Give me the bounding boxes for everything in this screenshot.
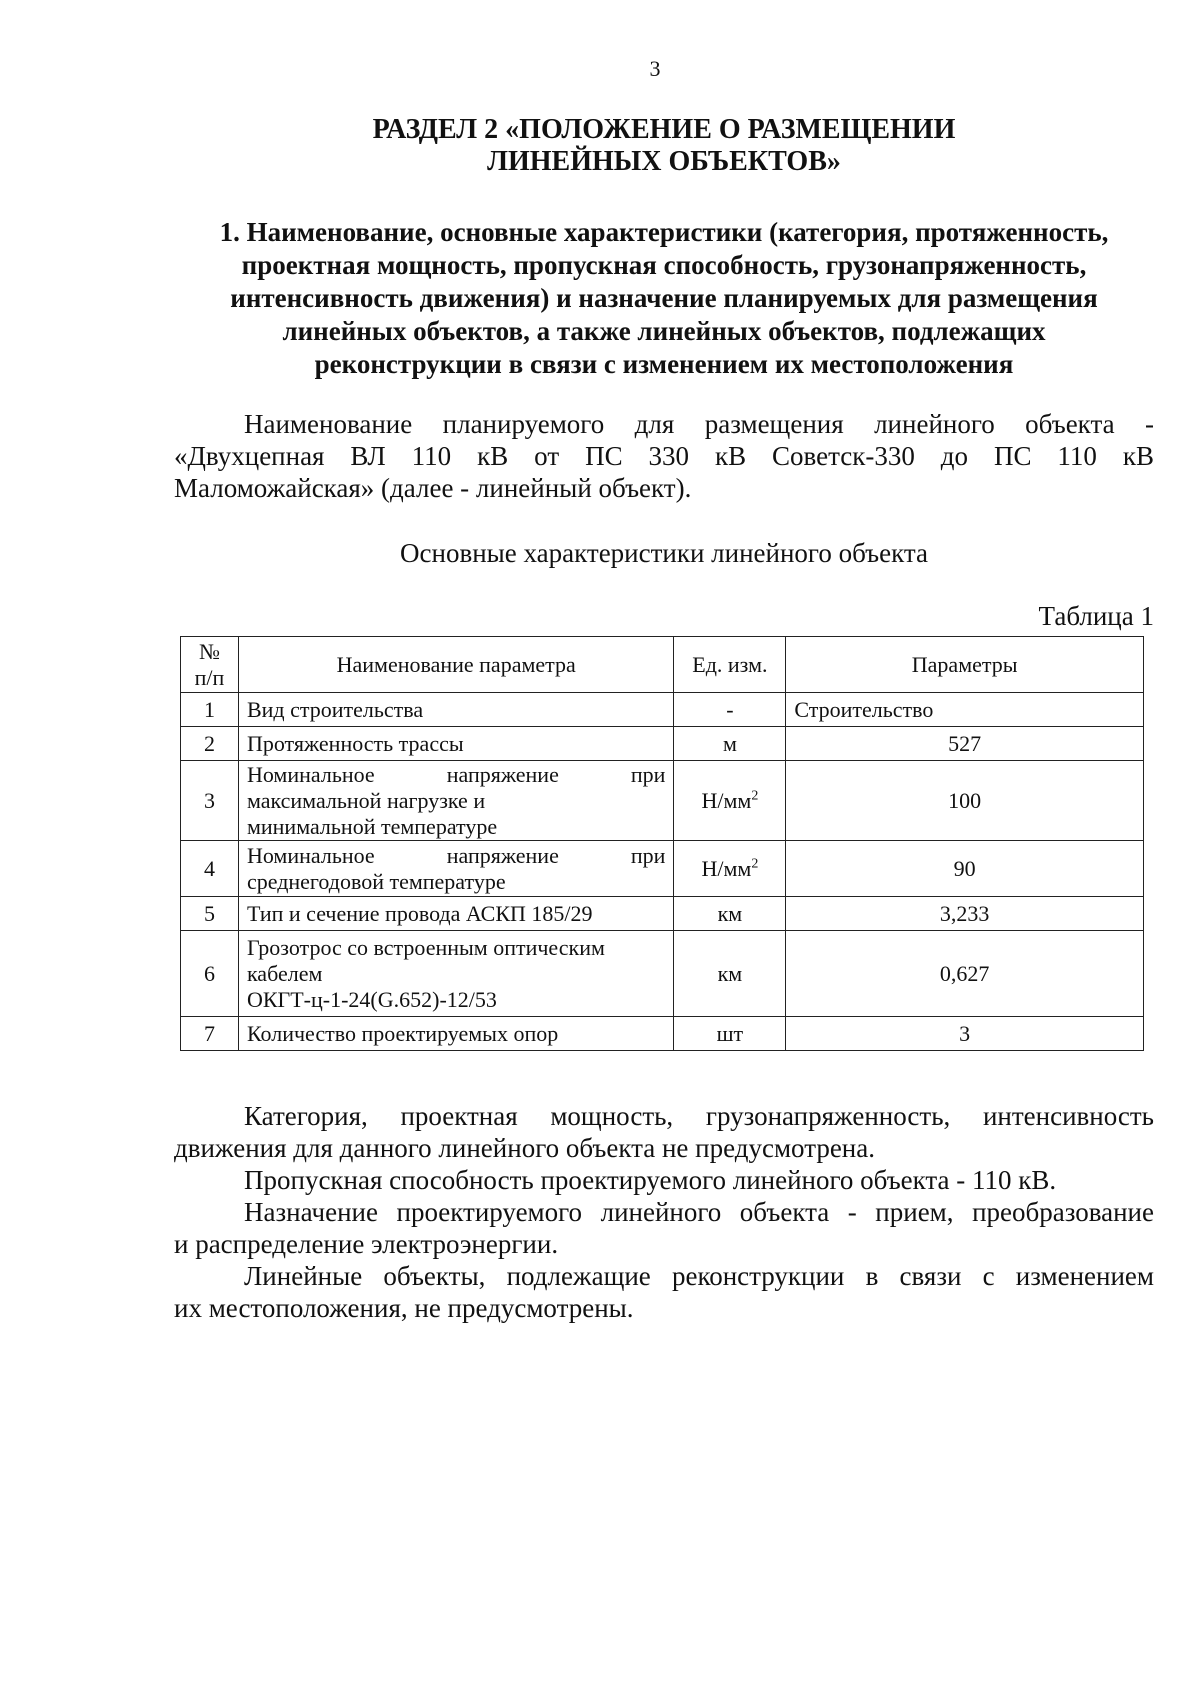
cell-value: 3,233 xyxy=(786,897,1144,931)
intro-line: «Двухцепная ВЛ 110 кВ от ПС 330 кВ Советск-330 до ПС 110 кВ xyxy=(174,441,1154,471)
cell-unit: - xyxy=(674,693,786,727)
table-row xyxy=(181,761,1144,841)
cell-name-line: максимальной нагрузке и xyxy=(246,787,486,813)
heading-line: 1. Наименование, основные характеристики (категория, протяженность, xyxy=(219,217,1109,247)
header-value: Параметры xyxy=(786,637,1144,693)
table-row xyxy=(181,931,1144,1017)
table-row xyxy=(181,841,1144,897)
cell-num: 6 xyxy=(181,931,239,1017)
page-number: 3 xyxy=(649,56,661,81)
cell-name-line: минимальной температуре xyxy=(246,813,498,839)
heading-line: интенсивность движения) и назначение планируемых для размещения xyxy=(230,283,1098,313)
intro-line: Маломожайская» (далее - линейный объект). xyxy=(174,473,692,503)
table-header-row xyxy=(181,637,1144,693)
unit-superscript: 2 xyxy=(751,788,759,804)
cell-value: 90 xyxy=(786,841,1144,897)
unit-superscript: 2 xyxy=(751,856,759,872)
cell-name-line: среднегодовой температуре xyxy=(246,868,506,894)
text-line: Категория, проектная мощность, грузонапряженность, интенсивность xyxy=(244,1101,1154,1131)
cell-unit: шт xyxy=(674,1017,786,1051)
cell-num: 4 xyxy=(181,841,239,897)
section-title-line: ЛИНЕЙНЫХ ОБЪЕКТОВ» xyxy=(487,146,841,177)
unit-text: Н/мм xyxy=(701,787,752,813)
cell-name-line: Номинальное напряжение при xyxy=(246,761,666,787)
closing-text xyxy=(174,1100,1154,1324)
cell-num: 3 xyxy=(181,761,239,841)
cell-num: 7 xyxy=(181,1017,239,1051)
text-line: Пропускная способность проектируемого линейного объекта - 110 кВ. xyxy=(244,1165,1057,1195)
cell-num: 5 xyxy=(181,897,239,931)
unit-text: Н/мм xyxy=(701,855,752,881)
text-line: их местоположения, не предусмотрены. xyxy=(174,1293,634,1323)
heading-line: линейных объектов, а также линейных объектов, подлежащих xyxy=(282,316,1046,346)
cell-name xyxy=(238,761,674,841)
cell-value: Строительство xyxy=(786,693,1144,727)
cell-unit: км xyxy=(674,931,786,1017)
cell-name-line: ОКГТ-ц-1-24(G.652)-12/53 xyxy=(246,986,497,1012)
cell-value: 527 xyxy=(786,727,1144,761)
section-title-line: РАЗДЕЛ 2 «ПОЛОЖЕНИЕ О РАЗМЕЩЕНИИ xyxy=(372,114,956,145)
cell-name: Протяженность трассы xyxy=(238,727,674,761)
section-heading xyxy=(174,216,1154,381)
cell-name: Вид строительства xyxy=(238,693,674,727)
cell-name-line: Грозотрос со встроенным оптическим xyxy=(246,934,605,960)
table-row xyxy=(181,727,1144,761)
cell-num: 2 xyxy=(181,727,239,761)
cell-name-line: Номинальное напряжение при xyxy=(246,842,666,868)
cell-value: 100 xyxy=(786,761,1144,841)
header-num xyxy=(181,637,239,693)
heading-line: проектная мощность, пропускная способность, грузонапряженность, xyxy=(241,250,1087,280)
cell-name xyxy=(238,841,674,897)
header-name: Наименование параметра xyxy=(238,637,674,693)
cell-num: 1 xyxy=(181,693,239,727)
cell-unit xyxy=(674,841,786,897)
text-line: движения для данного линейного объекта не предусмотрена. xyxy=(174,1133,875,1163)
cell-name-line: кабелем xyxy=(246,960,323,986)
table-label: Таблица 1 xyxy=(1038,601,1154,631)
header-unit: Ед. изм. xyxy=(674,637,786,693)
header-num-line: п/п xyxy=(194,664,225,690)
text-line: Назначение проектируемого линейного объекта - прием, преобразование xyxy=(244,1197,1154,1227)
table-row xyxy=(181,897,1144,931)
cell-unit xyxy=(674,761,786,841)
cell-name: Количество проектируемых опор xyxy=(238,1017,674,1051)
table-row xyxy=(181,1017,1144,1051)
heading-line: реконструкции в связи с изменением их местоположения xyxy=(314,349,1014,379)
section-title xyxy=(174,114,1154,178)
cell-unit: м xyxy=(674,727,786,761)
table-caption: Основные характеристики линейного объекта xyxy=(400,538,928,568)
text-line: и распределение электроэнергии. xyxy=(174,1229,559,1259)
text-line: Линейные объекты, подлежащие реконструкции в связи с изменением xyxy=(244,1261,1154,1291)
table-row xyxy=(181,693,1144,727)
parameters-table xyxy=(180,636,1144,1051)
intro-paragraph xyxy=(174,408,1154,504)
cell-unit: км xyxy=(674,897,786,931)
cell-name: Тип и сечение провода АСКП 185/29 xyxy=(238,897,674,931)
cell-value: 0,627 xyxy=(786,931,1144,1017)
cell-name xyxy=(238,931,674,1017)
header-num-line: № xyxy=(198,638,220,664)
intro-line: Наименование планируемого для размещения линейного объекта - xyxy=(244,409,1154,439)
cell-value: 3 xyxy=(786,1017,1144,1051)
